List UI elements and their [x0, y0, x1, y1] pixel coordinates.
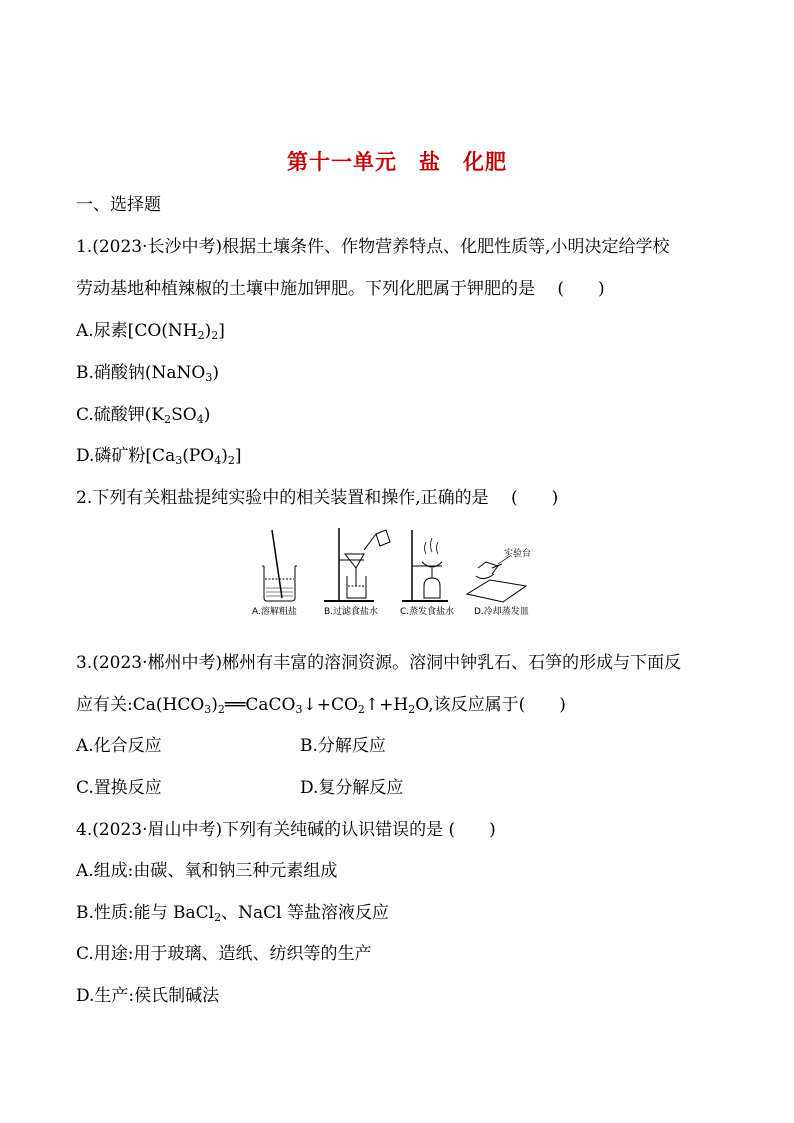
- q1-option-a: A.尿素$[CO(NH_2)_2]$: [76, 321, 225, 342]
- evaporating-dish-icon: [467, 556, 526, 602]
- q2-stem: 2.下列有关粗盐提纯实验中的相关装置和操作,正确的是 ( ): [76, 488, 559, 508]
- q3-stem-line2: 应有关$:Ca(HCO_3)_2══CaCO_3↓+CO_2↑+H_2O$,该反应属于( ): [76, 695, 566, 716]
- figure-caption-a: A.溶解粗盐: [252, 607, 297, 617]
- lab-apparatus-figure: [252, 524, 548, 620]
- figure-caption-d: D.冷却蒸发皿: [474, 607, 529, 617]
- q1-option-d: D.磷矿粉$[Ca_3(PO_4)_2]$: [76, 446, 242, 467]
- q3-option-a: A.化合反应: [76, 736, 162, 756]
- q3-stem-line1: 3.(2023·郴州中考)郴州有丰富的溶洞资源。溶洞中钟乳石、石笋的形成与下面反: [76, 653, 682, 673]
- q4-option-c: C.用途:用于玻璃、造纸、纺织等的生产: [76, 944, 372, 964]
- q1-option-c: C.硫酸钾$(K_2SO_4)$: [76, 405, 211, 426]
- q4-option-b: B.性质:能与 BaCl$_2$、NaCl 等盐溶液反应: [76, 903, 389, 924]
- section-heading: 一、选择题: [76, 195, 161, 215]
- filtration-stand-icon: [324, 528, 390, 601]
- page-title: 第十一单元 盐 化肥: [287, 150, 507, 174]
- figure-label-lab-bench: 实验台: [504, 549, 532, 559]
- q4-option-a: A.组成:由碳、氧和钠三种元素组成: [76, 861, 338, 881]
- figure-caption-b: B.过滤食盐水: [324, 607, 379, 617]
- q1-option-b: B.硝酸钠(NaNO$_3$): [76, 363, 219, 384]
- q4-option-d: D.生产:侯氏制碱法: [76, 986, 220, 1006]
- q4-stem: 4.(2023·眉山中考)下列有关纯碱的认识错误的是 ( ): [76, 820, 496, 840]
- q1-stem-line1: 1.(2023·长沙中考)根据土壤条件、作物营养特点、化肥性质等,小明决定给学校: [76, 237, 670, 257]
- q3-option-c: C.置换反应: [76, 778, 162, 798]
- evaporation-stand-icon: [402, 530, 448, 601]
- figure-caption-c: C.蒸发食盐水: [400, 607, 455, 617]
- q1-stem-line2: 劳动基地种植辣椒的土壤中施加钾肥。下列化肥属于钾肥的是 ( ): [76, 279, 605, 299]
- q3-option-b: B.分解反应: [300, 736, 386, 756]
- q3-option-d: D.复分解反应: [300, 778, 404, 798]
- beaker-icon: [262, 530, 297, 601]
